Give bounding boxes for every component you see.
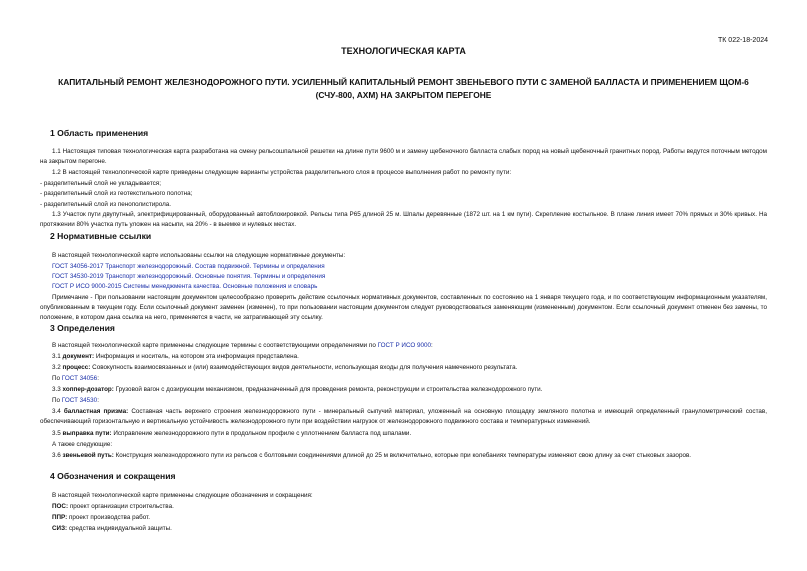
source-prefix: По [52, 375, 61, 382]
section-2-intro: В настоящей технологической карте использованы ссылки на следующие нормативные документы: [52, 252, 346, 259]
definition-number: 3.2 [52, 364, 61, 371]
definition-3-2 [40, 363, 767, 373]
definition-3-3 [40, 385, 767, 395]
section-3-heading: 3 Определения [50, 323, 115, 333]
reference-link-text[interactable]: ГОСТ Р ИСО 9000-2015 Системы менеджмента качества. Основные положения и словарь [52, 283, 318, 290]
definition-text: Конструкция железнодорожного пути из рельсов с болтовыми соединениями длиной до 25 м включительно, которые при колебаниях температуры изменяют свою длину за счет стыковых зазоров. [115, 452, 692, 459]
source-prefix: По [52, 397, 61, 404]
gost-34056-link[interactable]: ГОСТ 34056 [61, 375, 98, 382]
source-note-gost-34530 [40, 396, 767, 406]
definition-3-5 [40, 429, 767, 439]
source-note-gost-34056 [40, 374, 767, 384]
abbreviation-item [40, 524, 767, 534]
abbreviation-term: СИЗ: [52, 525, 68, 532]
definition-number: 3.5 [52, 430, 61, 437]
reference-link[interactable] [40, 282, 767, 292]
definition-number: 3.6 [52, 452, 61, 459]
definition-number: 3.1 [52, 353, 61, 360]
definition-number: 3.3 [52, 386, 61, 393]
also-following: А также следующие: [52, 441, 113, 448]
reference-link-text[interactable]: ГОСТ 34530-2019 Транспорт железнодорожный. Основные понятия. Термины и определения [52, 273, 326, 280]
definition-3-6 [40, 451, 767, 461]
page-title: ТЕХНОЛОГИЧЕСКАЯ КАРТА [341, 46, 466, 56]
section-1-list-item: - разделительный слой из пенополистирола. [40, 201, 172, 208]
gost-iso-9000-link[interactable]: ГОСТ Р ИСО 9000 [377, 342, 432, 349]
abbreviation-item [40, 513, 767, 523]
definition-text: Составная часть верхнего строения железнодорожного пути - минеральный сыпучий материал, уложенный на основную площадку земляного полотна и имеющий определенный гранулометрический состав, обеспечивающий горизонтальную и вертикальную устойчивость железнодорожного пути при воздействии нагрузок от железнодорожного подвижного состава и температурных изменений. [40, 408, 767, 425]
reference-link-text[interactable]: ГОСТ 34056-2017 Транспорт железнодорожный. Состав подвижной. Термины и определения [52, 263, 325, 270]
section-1-para-3: 1.3 Участок пути двупутный, электрифицированный, оборудованный автоблокировкой. Рельсы типа Р65 длиной 25 м. Шпалы деревянные (1872 шт. на 1 км пути). Скрепление костыльное. В плане линия имеет 70% прямых и 30% кривых. На протяжении 80% участка путь уложен на насыпи, на 20% - в выемке и нулевых местах. [40, 211, 767, 228]
abbreviation-text: проект производства работ. [69, 514, 150, 521]
definition-term: звеньевой путь: [62, 452, 114, 459]
punctuation: : [97, 397, 99, 404]
abbreviation-text: средства индивидуальной защиты. [68, 525, 172, 532]
section-3-intro [40, 341, 767, 351]
definition-text: Грузовой вагон с дозирующим механизмом, предназначенный для проведения ремонта, реконструкции и строительства железнодорожного пути. [115, 386, 543, 393]
section-2-note: Примечание - При пользовании настоящим документом целесообразно проверить действие ссылочных нормативных документов, составленных по состоянию на 1 января текущего года, и по соответствующим информационным указателям, опубликованным в текущем году. Если ссылочный документ заменен (изменен), то при пользовании настоящим документом следует руководствоваться заменяющим (измененным) документом. Если ссылочный документ отменен без замены, то положение, в котором дана ссылка на него, применяется в части, не затрагивающей эту ссылку. [40, 294, 767, 321]
section-1-list-item: - разделительный слой не укладывается; [40, 180, 161, 187]
abbreviation-term: ПОС: [52, 503, 69, 510]
section-2-heading: 2 Нормативные ссылки [50, 231, 152, 241]
punctuation: : [431, 342, 433, 349]
definition-number: 3.4 [52, 408, 61, 415]
section-1-para-1: 1.1 Настоящая типовая технологическая карта разработана на смену рельсошпальной решетки на длине пути 9600 м и замену щебеночного балласта слабых пород на новый щебеночный гранитных пород. Работы ведутся поточным методом на закрытом перегоне. [40, 148, 767, 165]
section-3-intro-text: В настоящей технологической карте применены следующие термины с соответствующими определениями по [52, 342, 376, 349]
definition-3-1 [40, 352, 767, 362]
definition-term: документ: [62, 353, 95, 360]
abbreviation-item [40, 502, 767, 512]
definition-term: балластная призма: [63, 408, 129, 415]
punctuation: : [97, 375, 99, 382]
section-4-intro: В настоящей технологической карте применены следующие обозначения и сокращения: [52, 492, 313, 499]
definition-term: выправка пути: [62, 430, 112, 437]
reference-link[interactable] [40, 262, 767, 272]
definition-text: Информация и носитель, на котором эта информация представлена. [95, 353, 299, 360]
definition-text: Совокупность взаимосвязанных и (или) взаимодействующих видов деятельности, использующая входы для получения намеченного результата. [92, 364, 518, 371]
section-4-heading: 4 Обозначения и сокращения [50, 471, 176, 481]
section-1-list-item: - разделительный слой из геотекстильного полотна; [40, 190, 193, 197]
definition-term: хоппер-дозатор: [62, 386, 114, 393]
abbreviation-text: проект организации строительства. [69, 503, 174, 510]
definition-term: процесс: [62, 364, 91, 371]
section-1-heading: 1 Область применения [50, 128, 149, 138]
gost-34530-link[interactable]: ГОСТ 34530 [61, 397, 98, 404]
abbreviation-term: ППР: [52, 514, 68, 521]
section-1-para-2: 1.2 В настоящей технологической карте приведены следующие варианты устройства разделительного слоя в процессе выполнения работ по ремонту пути: [52, 169, 512, 176]
document-subtitle: КАПИТАЛЬНЫЙ РЕМОНТ ЖЕЛЕЗНОДОРОЖНОГО ПУТИ. УСИЛЕННЫЙ КАПИТАЛЬНЫЙ РЕМОНТ ЗВЕНЬЕВОГО ПУТИ С ЗАМЕНОЙ БАЛЛАСТА И ПРИМЕНЕНИЕМ ЩОМ-6 (СЧУ-800, АХМ) НА ЗАКРЫТОМ ПЕРЕГОНЕ [58, 77, 749, 100]
document-code: ТК 022-18-2024 [718, 37, 768, 44]
definition-text: Исправление железнодорожного пути в продольном профиле с уплотнением балласта под шпалами. [113, 430, 412, 437]
definition-3-4 [40, 407, 767, 427]
reference-link[interactable] [40, 272, 767, 282]
